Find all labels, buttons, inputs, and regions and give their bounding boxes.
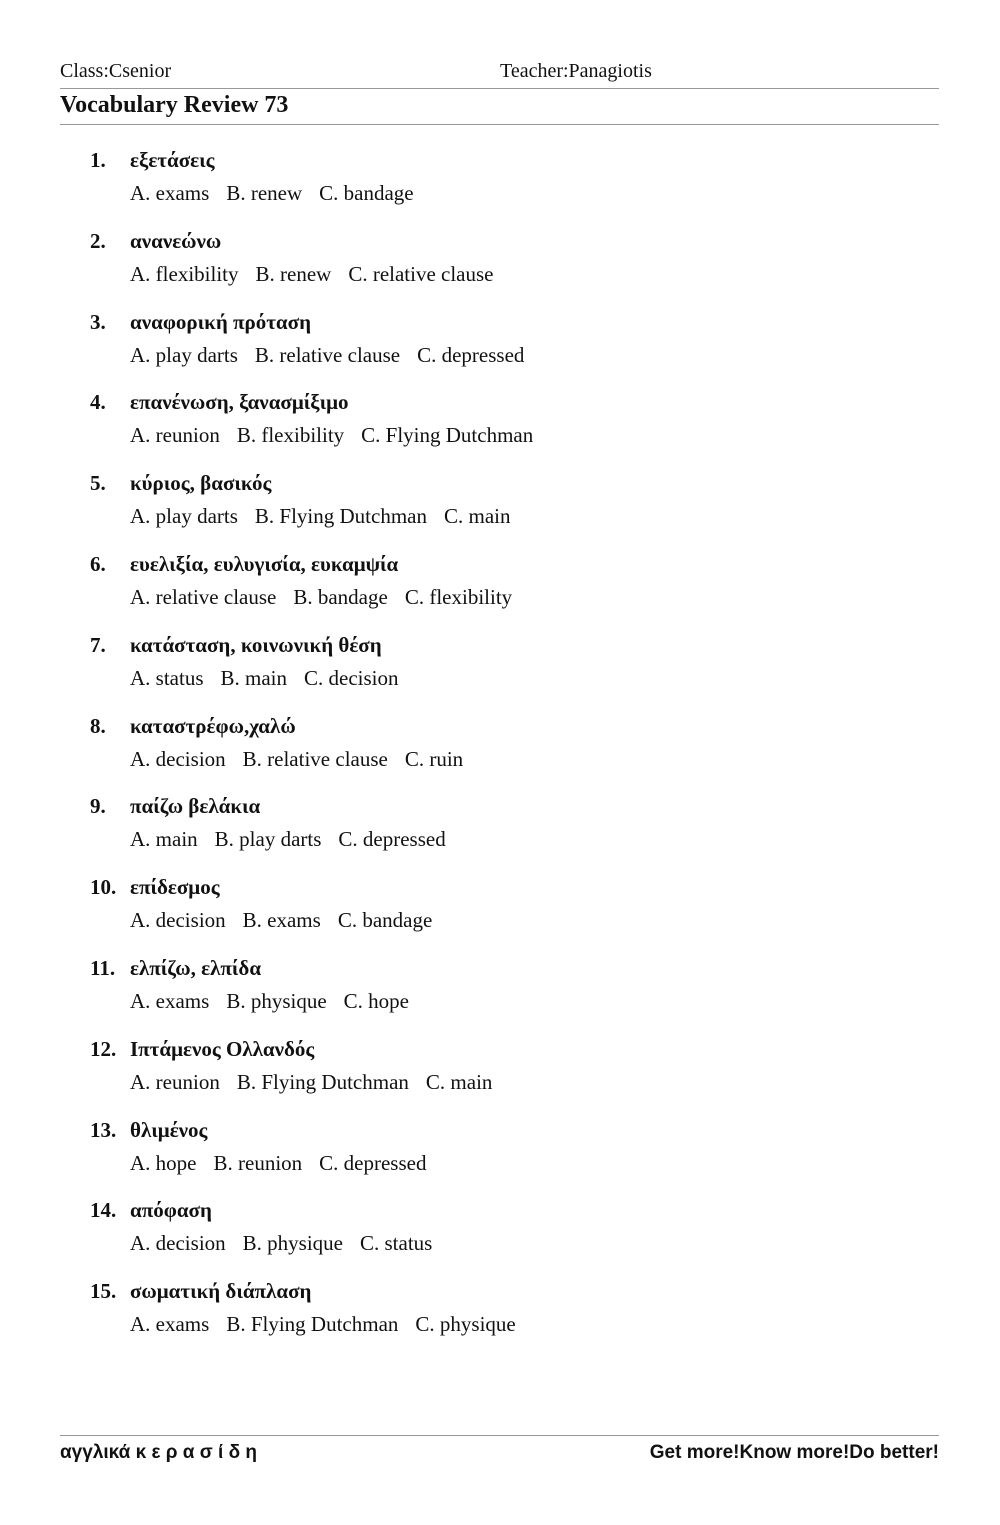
answer-option[interactable]: A. decision	[130, 908, 226, 933]
answer-option[interactable]: B. physique	[242, 1231, 343, 1256]
answer-option[interactable]: B. Flying Dutchman	[226, 1312, 399, 1337]
footer-slogan: Get more!Know more!Do better!	[649, 1442, 939, 1463]
answer-option[interactable]: A. decision	[130, 746, 226, 771]
question-item	[0, 1037, 1000, 1117]
question-term: αναφορική πρόταση	[130, 309, 312, 334]
question-term: ανανεώνω	[130, 228, 222, 253]
answer-option[interactable]: A. play darts	[130, 342, 238, 367]
answer-option[interactable]: A. decision	[130, 1231, 226, 1256]
answer-options	[130, 585, 529, 610]
question-number: 8.	[90, 713, 106, 738]
answer-option[interactable]: A. relative clause	[130, 585, 277, 609]
answer-option[interactable]: C. main	[425, 1069, 493, 1094]
answer-option[interactable]: A. status	[130, 665, 204, 690]
question-item	[0, 229, 1000, 309]
footer-brand: αγγλικά κ ε ρ α σ ί δ η	[60, 1442, 257, 1463]
question-term: κύριος, βασικός	[130, 471, 272, 496]
question-term: θλιμένος	[130, 1117, 208, 1142]
answer-options	[130, 262, 511, 287]
class-label: Class:Csenior	[60, 60, 172, 82]
header-divider	[60, 88, 939, 89]
question-term: ελπίζω, ελπίδα	[130, 956, 262, 980]
page-title: Vocabulary Review 73	[60, 92, 289, 118]
question-item	[0, 794, 1000, 874]
answer-options	[130, 1070, 509, 1095]
question-term: σωματική διάπλαση	[130, 1279, 312, 1304]
question-term: επίδεσμος	[130, 875, 220, 900]
question-item	[0, 875, 1000, 955]
question-number: 13.	[90, 1117, 117, 1142]
question-number: 5.	[90, 471, 106, 496]
answer-option[interactable]: A. reunion	[130, 423, 220, 448]
answer-option[interactable]: B. renew	[226, 181, 303, 205]
answer-options	[130, 181, 431, 206]
question-term: ευελιξία, ευλυγισία, ευκαμψία	[130, 552, 399, 576]
question-item	[0, 1118, 1000, 1198]
question-term: Ιπτάμενος Ολλανδός	[130, 1036, 315, 1061]
answer-option[interactable]: C. depressed	[417, 342, 525, 367]
question-item	[0, 956, 1000, 1036]
answer-option[interactable]: A. flexibility	[130, 261, 239, 286]
question-term: παίζω βελάκια	[130, 794, 261, 819]
question-item	[0, 390, 1000, 470]
answer-option[interactable]: C. bandage	[319, 181, 414, 205]
answer-options	[130, 827, 463, 852]
answer-option[interactable]: A. reunion	[130, 1069, 220, 1094]
answer-option[interactable]: A. exams	[130, 1312, 210, 1337]
answer-option[interactable]: B. exams	[242, 908, 321, 933]
question-item	[0, 1279, 1000, 1359]
answer-option[interactable]: A. play darts	[130, 504, 238, 529]
question-term: απόφαση	[130, 1198, 212, 1223]
answer-options	[130, 908, 449, 933]
answer-options	[130, 989, 426, 1014]
answer-option[interactable]: C. flexibility	[404, 585, 513, 609]
question-term: εξετάσεις	[130, 148, 215, 172]
answer-options	[130, 1231, 449, 1256]
answer-option[interactable]: C. depressed	[338, 827, 446, 852]
answer-option[interactable]: B. physique	[226, 989, 327, 1013]
answer-options	[130, 1312, 533, 1337]
answer-option[interactable]: C. Flying Dutchman	[361, 423, 534, 448]
answer-option[interactable]: B. Flying Dutchman	[236, 1069, 409, 1094]
answer-option[interactable]: A. exams	[130, 181, 210, 205]
question-number: 6.	[90, 552, 106, 576]
answer-option[interactable]: B. bandage	[293, 585, 388, 609]
answer-option[interactable]: B. relative clause	[242, 746, 388, 771]
question-number: 3.	[90, 309, 106, 334]
answer-options	[130, 1151, 443, 1176]
answer-options	[130, 747, 480, 772]
title-divider	[60, 124, 939, 125]
answer-option[interactable]: B. main	[220, 665, 287, 690]
answer-option[interactable]: C. depressed	[319, 1150, 427, 1175]
question-item	[0, 552, 1000, 632]
question-number: 14.	[90, 1198, 117, 1223]
question-term: επανένωση, ξανασμίξιμο	[130, 390, 349, 415]
answer-option[interactable]: B. flexibility	[236, 423, 345, 448]
answer-options	[130, 666, 416, 691]
question-number: 4.	[90, 390, 106, 415]
answer-options	[130, 343, 541, 368]
answer-options	[130, 504, 528, 529]
question-number: 10.	[90, 875, 117, 900]
question-item	[0, 310, 1000, 390]
question-item	[0, 633, 1000, 713]
answer-option[interactable]: C. relative clause	[348, 261, 494, 286]
question-number: 12.	[90, 1036, 117, 1061]
question-item	[0, 471, 1000, 551]
question-item	[0, 714, 1000, 794]
answer-option[interactable]: C. main	[444, 504, 511, 529]
answer-option[interactable]: B. Flying Dutchman	[254, 504, 427, 529]
question-item	[0, 148, 1000, 228]
footer-divider	[60, 1435, 939, 1436]
question-number: 1.	[90, 148, 106, 172]
answer-option[interactable]: B. renew	[255, 261, 332, 286]
question-number: 9.	[90, 794, 106, 819]
question-item	[0, 1198, 1000, 1278]
question-number: 7.	[90, 632, 106, 657]
answer-option[interactable]: C. bandage	[337, 908, 433, 933]
answer-option[interactable]: A. main	[130, 827, 198, 852]
answer-option[interactable]: A. hope	[130, 1150, 197, 1175]
answer-option[interactable]: C. hope	[343, 989, 409, 1013]
answer-option[interactable]: B. reunion	[213, 1150, 303, 1175]
answer-option[interactable]: C. decision	[304, 665, 399, 690]
answer-option[interactable]: B. relative clause	[254, 342, 401, 367]
teacher-label: Teacher:Panagiotis	[500, 60, 652, 82]
question-number: 15.	[90, 1279, 117, 1304]
answer-option[interactable]: C. status	[360, 1231, 433, 1256]
question-number: 11.	[90, 956, 116, 980]
question-term: κατάσταση, κοινωνική θέση	[130, 632, 382, 657]
answer-option[interactable]: B. play darts	[214, 827, 322, 852]
answer-option[interactable]: C. ruin	[404, 746, 464, 771]
question-term: καταστρέφω,χαλώ	[130, 713, 296, 738]
answer-option[interactable]: A. exams	[130, 989, 210, 1013]
answer-option[interactable]: C. physique	[415, 1312, 516, 1337]
answer-options	[130, 423, 550, 448]
question-number: 2.	[90, 228, 106, 253]
